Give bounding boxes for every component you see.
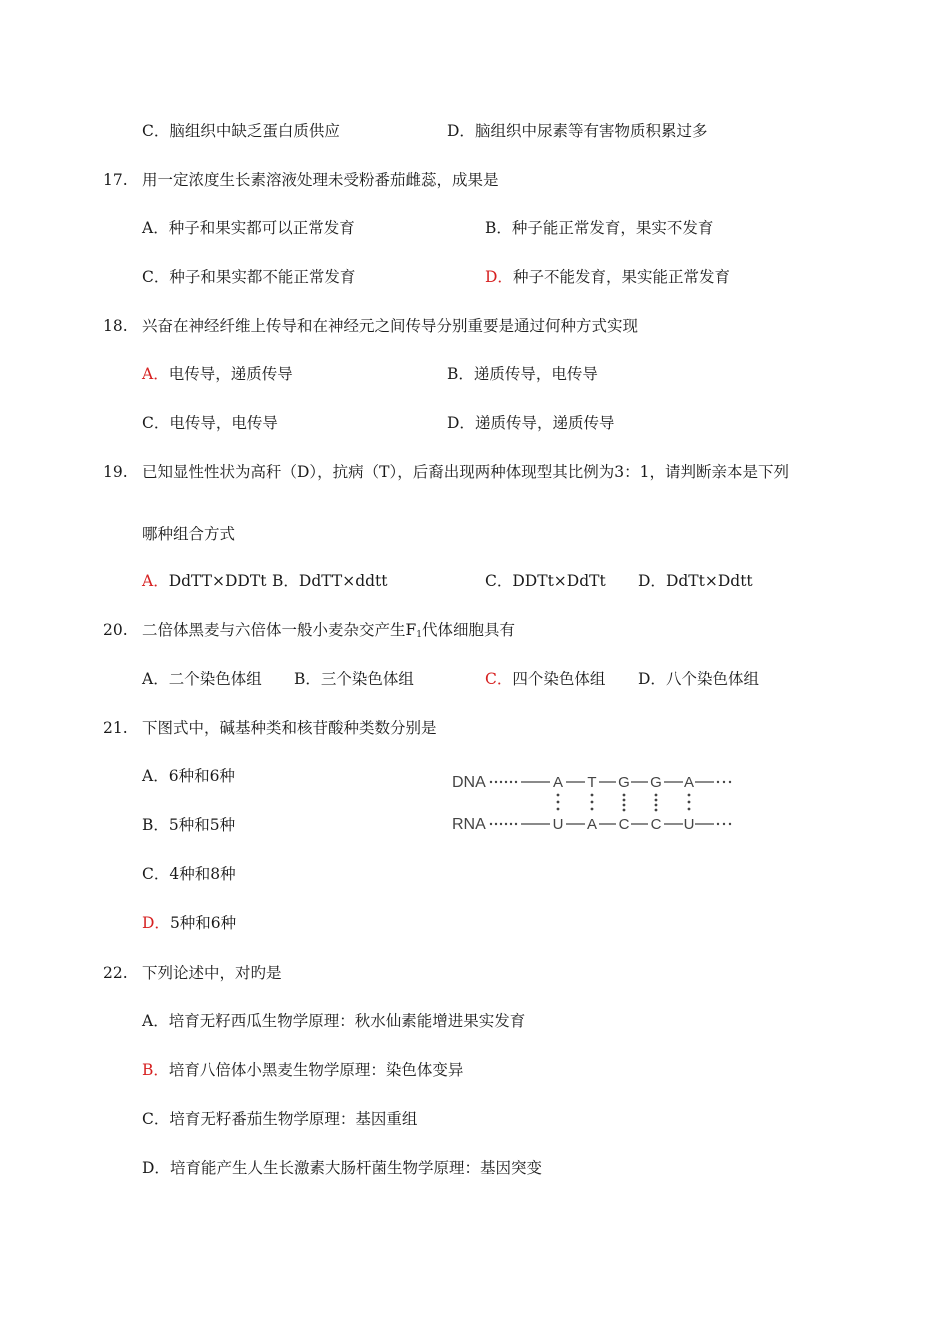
q21-option-c: C．4种和8种 xyxy=(142,865,236,883)
q22-option-d: D．培育能产生人生长激素大肠杆菌生物学原理：基因突变 xyxy=(142,1159,542,1177)
answer-mark: C． xyxy=(485,670,513,688)
dna-base-2: T xyxy=(587,774,597,791)
dna-rna-figure xyxy=(452,763,742,843)
q22-stem: 下列论述中，对旳是 xyxy=(142,964,282,982)
q17-stem: 用一定浓度生长素溶液处理未受粉番茄雌蕊，成果是 xyxy=(142,171,499,189)
q18-stem: 兴奋在神经纤维上传导和在神经元之间传导分别重要是通过何种方式实现 xyxy=(142,317,639,335)
q21-option-a: A．6种和6种 xyxy=(142,767,235,785)
q17-number: 17. xyxy=(103,171,128,189)
answer-mark: A． xyxy=(142,365,169,383)
rna-label: RNA xyxy=(452,816,486,833)
q18-option-c: C．电传导，电传导 xyxy=(142,414,278,432)
q19-option-d: D．DdTt×Ddtt xyxy=(638,572,753,590)
rna-base-5: U xyxy=(683,816,695,833)
dna-base-5: A xyxy=(683,774,695,791)
dna-base-4: G xyxy=(650,774,662,791)
q20-option-c: C．四个染色体组 xyxy=(485,670,606,688)
rna-base-1: U xyxy=(552,816,564,833)
q21-number: 21. xyxy=(103,719,128,737)
q19-stem-line1: 已知显性性状为高秆（D），抗病（T），后裔出现两种体现型其比例为3：1，请判断亲本是下列 xyxy=(142,463,789,481)
q21-option-d: D．5种和6种 xyxy=(142,914,237,932)
q17-option-c: C．种子和果实都不能正常发育 xyxy=(142,268,356,286)
answer-mark: A． xyxy=(142,572,169,590)
answer-mark: D． xyxy=(142,914,170,932)
q20-option-d: D．八个染色体组 xyxy=(638,670,759,688)
dna-base-3: G xyxy=(618,774,630,791)
answer-mark: D． xyxy=(485,268,513,286)
q18-option-a: A．电传导，递质传导 xyxy=(142,365,293,383)
q22-option-a: A．培育无籽西瓜生物学原理：秋水仙素能增进果实发育 xyxy=(142,1012,526,1030)
rna-base-4: C xyxy=(650,816,662,833)
dna-base-1: A xyxy=(552,774,564,791)
q19-option-b: B．DdTT×ddtt xyxy=(272,572,388,590)
dna-rna-diagram xyxy=(452,763,742,843)
rna-base-2: A xyxy=(586,816,598,833)
q19-option-a: A．DdTT×DDTt xyxy=(142,572,267,590)
q22-option-b: B．培育八倍体小黑麦生物学原理：染色体变异 xyxy=(142,1061,464,1079)
q19-option-c: C．DDTt×DdTt xyxy=(485,572,606,590)
q17-option-a: A．种子和果实都可以正常发育 xyxy=(142,219,355,237)
q21-option-b: B．5种和5种 xyxy=(142,816,236,834)
q18-option-b: B．递质传导，电传导 xyxy=(447,365,598,383)
q16-option-d: D．脑组织中尿素等有害物质积累过多 xyxy=(447,122,708,140)
q22-number: 22. xyxy=(103,964,128,982)
q17-option-d: D．种子不能发育，果实能正常发育 xyxy=(485,268,730,286)
q22-option-c: C．培育无籽番茄生物学原理：基因重组 xyxy=(142,1110,418,1128)
q21-stem: 下图式中，碱基种类和核苷酸种类数分别是 xyxy=(142,719,437,737)
q19-stem-line2: 哪种组合方式 xyxy=(142,525,236,543)
q18-option-d: D．递质传导，递质传导 xyxy=(447,414,615,432)
q17-option-b: B．种子能正常发育，果实不发育 xyxy=(485,219,714,237)
q19-number: 19. xyxy=(103,463,128,481)
dna-label: DNA xyxy=(452,774,486,791)
answer-mark: B． xyxy=(142,1061,169,1079)
q20-option-b: B．三个染色体组 xyxy=(294,670,414,688)
q16-option-c: C．脑组织中缺乏蛋白质供应 xyxy=(142,122,340,140)
rna-base-3: C xyxy=(618,816,630,833)
q20-option-a: A．二个染色体组 xyxy=(142,670,262,688)
q20-stem: 二倍体黑麦与六倍体一般小麦杂交产生$F_1$代体细胞具有 xyxy=(142,621,516,640)
q18-number: 18. xyxy=(103,317,128,335)
q20-number: 20. xyxy=(103,621,128,639)
